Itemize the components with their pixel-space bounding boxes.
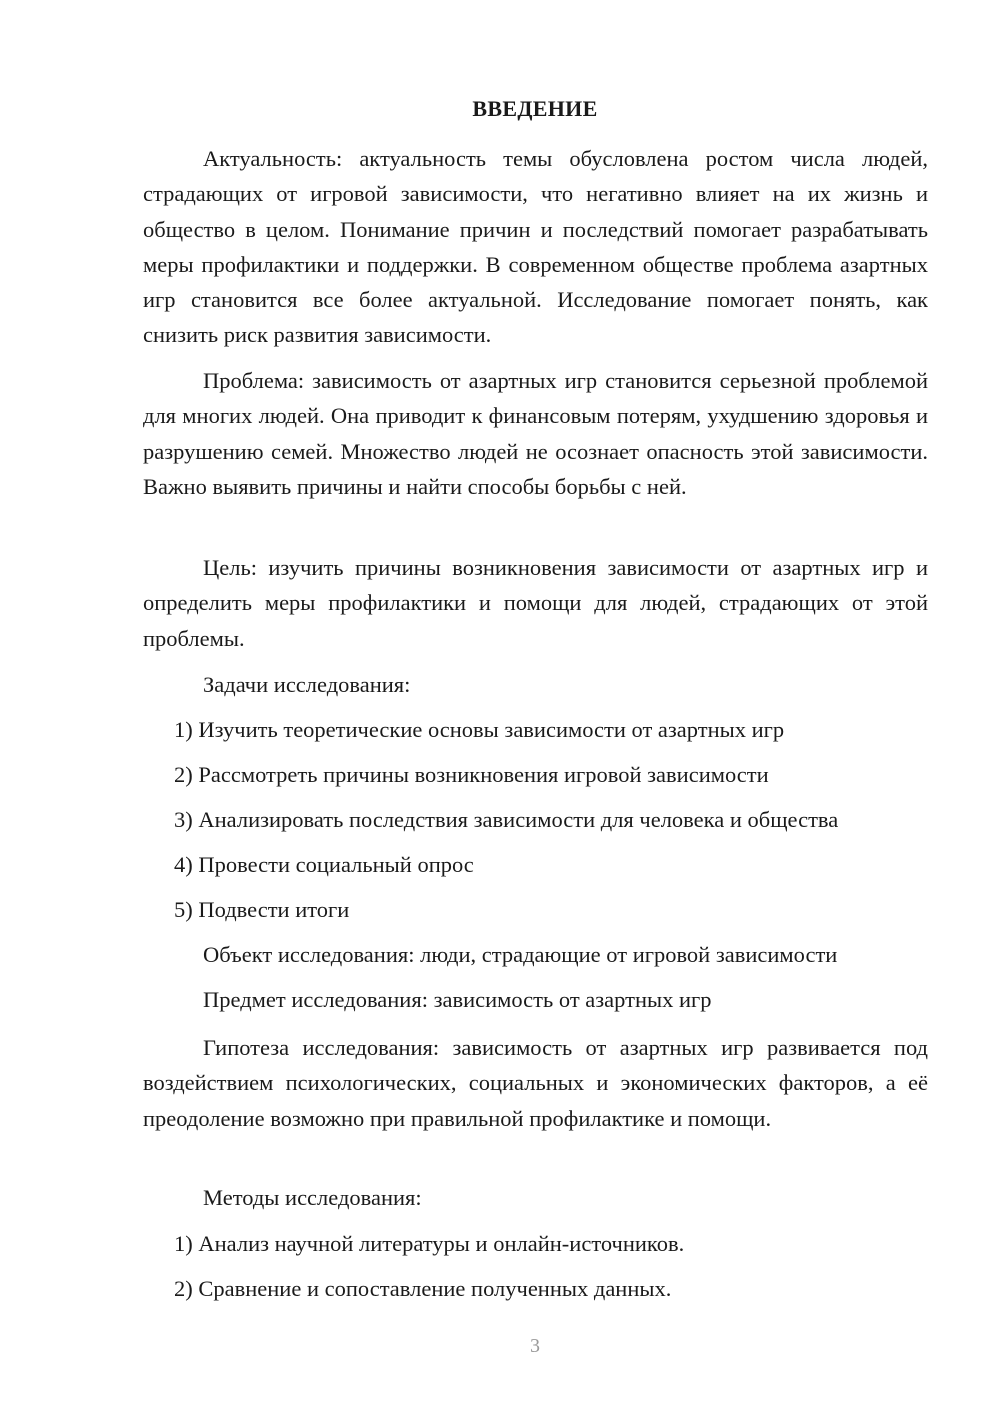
page-number: 3 (530, 1335, 540, 1357)
task-item-3: 3) Анализировать последствия зависимости для человека и общества (174, 807, 839, 832)
hypothesis-paragraph: Гипотеза исследования: зависимость от азартных игр развивается под воздействием психологических, социальных и экономических факторов, а её преодоление возможно при правильной профилактике и помощи. (143, 1035, 928, 1131)
goal-paragraph: Цель: изучить причины возникновения зависимости от азартных игр и определить меры профилактики и помощи для людей, страдающих от этой проблемы. (143, 555, 928, 651)
methods-heading: Методы исследования: (203, 1185, 422, 1210)
research-object: Объект исследования: люди, страдающие от игровой зависимости (203, 942, 838, 967)
relevance-paragraph: Актуальность: актуальность темы обусловлена ростом числа людей, страдающих от игровой зависимости, что негативно влияет на их жизнь и общество в целом. Понимание причин и последствий помогает разрабатывать меры профилактики и поддержки. В современном обществе проблема азартных игр становится все более актуальной. Исследование помогает понять, как снизить риск развития зависимости. (143, 146, 928, 348)
research-subject: Предмет исследования: зависимость от азартных игр (203, 987, 712, 1012)
tasks-heading: Задачи исследования: (203, 672, 411, 697)
method-item-2: 2) Сравнение и сопоставление полученных данных. (174, 1276, 672, 1301)
task-item-2: 2) Рассмотреть причины возникновения игровой зависимости (174, 762, 769, 787)
problem-paragraph: Проблема: зависимость от азартных игр становится серьезной проблемой для многих людей. Она приводит к финансовым потерям, ухудшению здоровья и разрушению семей. Множество людей не осознает опасность этой зависимости. Важно выявить причины и найти способы борьбы с ней. (143, 368, 928, 499)
task-item-4: 4) Провести социальный опрос (174, 852, 474, 877)
method-item-1: 1) Анализ научной литературы и онлайн-источников. (174, 1231, 685, 1256)
page-title: ВВЕДЕНИЕ (472, 96, 598, 121)
task-item-1: 1) Изучить теоретические основы зависимости от азартных игр (174, 717, 785, 742)
task-item-5: 5) Подвести итоги (174, 897, 350, 922)
